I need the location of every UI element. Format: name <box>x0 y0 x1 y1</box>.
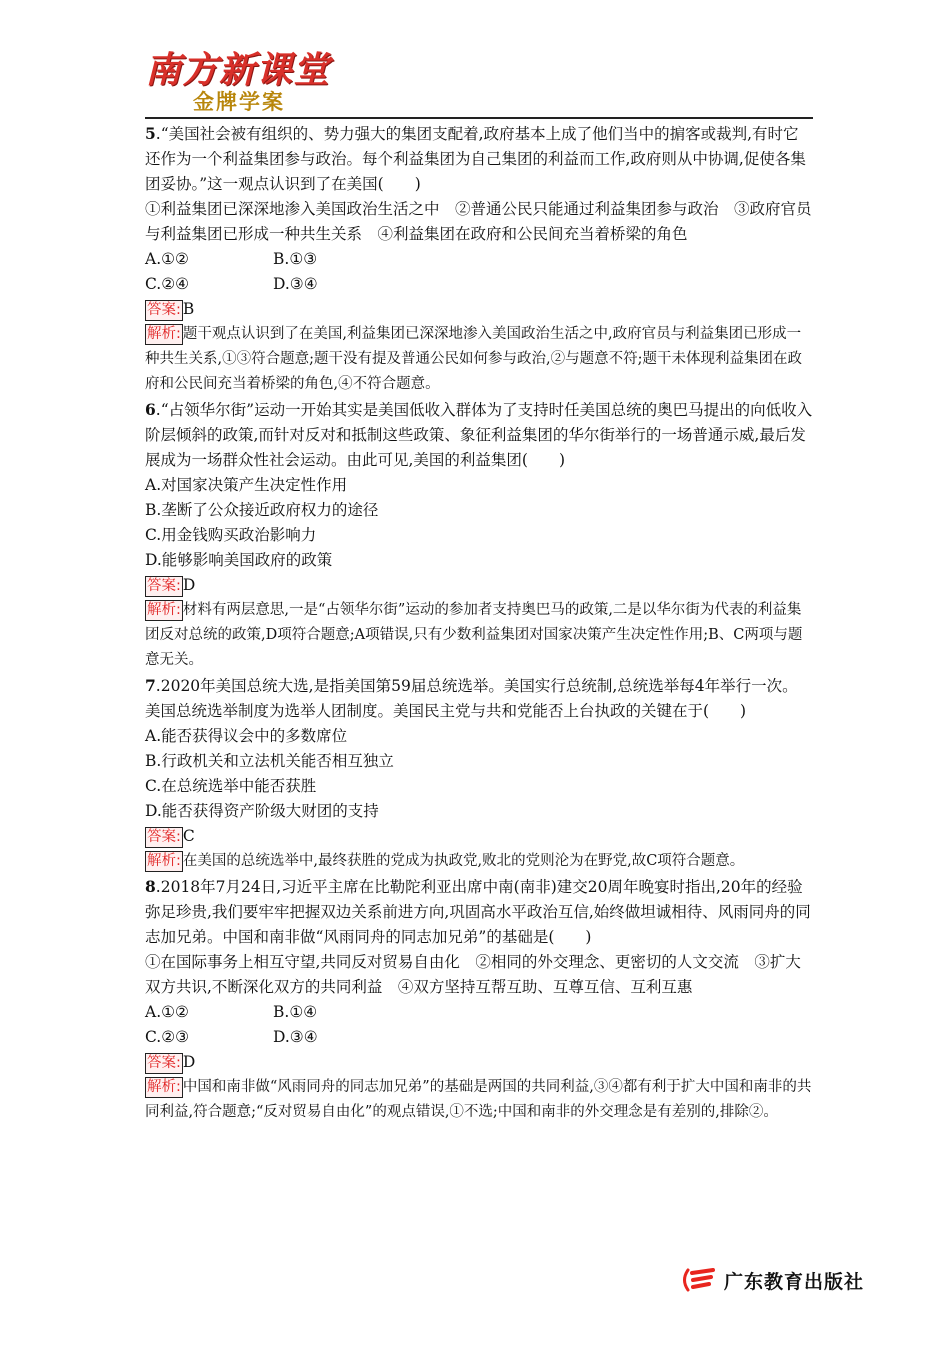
explanation-tag: 解析: <box>145 324 183 345</box>
option-d[interactable]: D.能够影响美国政府的政策 <box>145 551 333 569</box>
question-stem: 8.2018年7月24日,习近平主席在比勒陀利亚出席中南(南非)建交20周年晚宴时指出,20年的经验弥足珍贵,我们要牢牢把握双边关系前进方向,巩固高水平政治互信,始终做坦诚相待、风雨同舟的同志加兄弟。中国和南非做“风雨同舟的同志加兄弟”的基础是( ) <box>145 877 811 946</box>
option-d[interactable]: D.③④ <box>273 1028 318 1046</box>
answer-line <box>145 1050 813 1075</box>
option-b[interactable]: B.垄断了公众接近政府权力的途径 <box>145 501 379 519</box>
question-6 <box>145 397 813 673</box>
question-stem: 6.“占领华尔街”运动一开始其实是美国低收入群体为了支持时任美国总统的奥巴马提出的向低收入阶层倾斜的政策,而针对反对和抵制这些政策、象征利益集团的华尔街举行的一场普通示威,最后发展成为一场群众性社会运动。由此可见,美国的利益集团( ) <box>145 400 813 469</box>
explanation: 解析: 题干观点认识到了在美国,利益集团已深深地渗入美国政治生活之中,政府官员与利益集团已形成一种共生关系,①③符合题意;题干没有提及普通公民如何参与政治,②与题意不符;题干未体现利益集团在政府和公民间充当着桥梁的角色,④不符合题意。 <box>145 326 802 392</box>
question-8 <box>145 874 813 1125</box>
question-stem: 5.“美国社会被有组织的、势力强大的集团支配着,政府基本上成了他们当中的掮客或裁判,有时它还作为一个利益集团参与政治。每个利益集团为自己集团的利益而工作,政府则从中协调,促使各集团妥协。”这一观点认识到了在美国( ) <box>145 124 806 193</box>
option-a[interactable]: A.①② <box>145 250 189 268</box>
option-d[interactable]: D.③④ <box>273 275 318 293</box>
brand-subtitle: 金牌学案 <box>193 90 285 114</box>
answer-value: D <box>182 1053 196 1071</box>
publisher-name: 广东教育出版社 <box>724 1270 865 1293</box>
answer-line <box>145 573 813 598</box>
publisher-logo-icon <box>680 1267 718 1293</box>
answer-line <box>145 297 813 322</box>
question-5 <box>145 121 813 397</box>
option-a[interactable]: A.①② <box>145 1003 189 1021</box>
explanation: 解析: 在美国的总统选举中,最终获胜的党成为执政党,败北的党则沦为在野党,故C项符合题意。 <box>145 849 813 874</box>
option-a[interactable]: A.对国家决策产生决定性作用 <box>145 476 348 494</box>
explanation-tag: 解析: <box>145 600 183 621</box>
option-b[interactable]: B.①③ <box>273 250 318 268</box>
explanation: 解析: 中国和南非做“风雨同舟的同志加兄弟”的基础是两国的共同利益,③④都有利于扩大中国和南非的共同利益,符合题意;“反对贸易自由化”的观点错误,①不选;中国和南非的外交理念是有差别的,排除②。 <box>145 1079 812 1120</box>
answer-tag: 答案: <box>145 827 183 848</box>
option-c[interactable]: C.②④ <box>145 275 190 293</box>
statement-list: ①利益集团已深深地渗入美国政治生活之中 ②普通公民只能通过利益集团参与政治 ③政府官员与利益集团已形成一种共生关系 ④利益集团在政府和公民间充当着桥梁的角色 <box>145 200 812 243</box>
statement-list: ①在国际事务上相互守望,共同反对贸易自由化 ②相同的外交理念、更密切的人文交流 ③扩大双方共识,不断深化双方的共同利益 ④双方坚持互帮互助、互尊互信、互利互惠 <box>145 953 801 996</box>
explanation-tag: 解析: <box>145 1077 183 1098</box>
question-stem: 7.2020年美国总统大选,是指美国第59届总统选举。美国实行总统制,总统选举每4年举行一次。美国总统选举制度为选举人团制度。美国民主党与共和党能否上台执政的关键在于( ) <box>145 676 798 720</box>
option-d[interactable]: D.能否获得资产阶级大财团的支持 <box>145 802 379 820</box>
answer-tag: 答案: <box>145 1053 183 1074</box>
header-divider <box>145 117 813 119</box>
option-a[interactable]: A.能否获得议会中的多数席位 <box>145 727 348 745</box>
answer-line <box>145 824 813 849</box>
answer-value: C <box>182 827 195 845</box>
option-c[interactable]: C.用金钱购买政治影响力 <box>145 526 317 544</box>
page-footer <box>680 1265 864 1295</box>
page-header <box>145 42 815 122</box>
question-7 <box>145 673 813 874</box>
option-b[interactable]: B.①④ <box>273 1003 318 1021</box>
answer-value: B <box>182 300 195 318</box>
answer-tag: 答案: <box>145 576 183 597</box>
brand-logo: 南方新课堂 <box>145 50 331 91</box>
explanation: 解析: 材料有两层意思,一是“占领华尔街”运动的参加者支持奥巴马的政策,二是以华尔街为代表的利益集团反对总统的政策,D项符合题意;A项错误,只有少数利益集团对国家决策产生决定性作用;B、C两项与题意无关。 <box>145 602 803 668</box>
answer-value: D <box>182 576 196 594</box>
option-b[interactable]: B.行政机关和立法机关能否相互独立 <box>145 752 394 770</box>
answer-tag: 答案: <box>145 300 183 321</box>
option-c[interactable]: C.②③ <box>145 1028 190 1046</box>
explanation-tag: 解析: <box>145 851 183 872</box>
option-c[interactable]: C.在总统选举中能否获胜 <box>145 777 317 795</box>
question-list <box>145 121 813 1125</box>
